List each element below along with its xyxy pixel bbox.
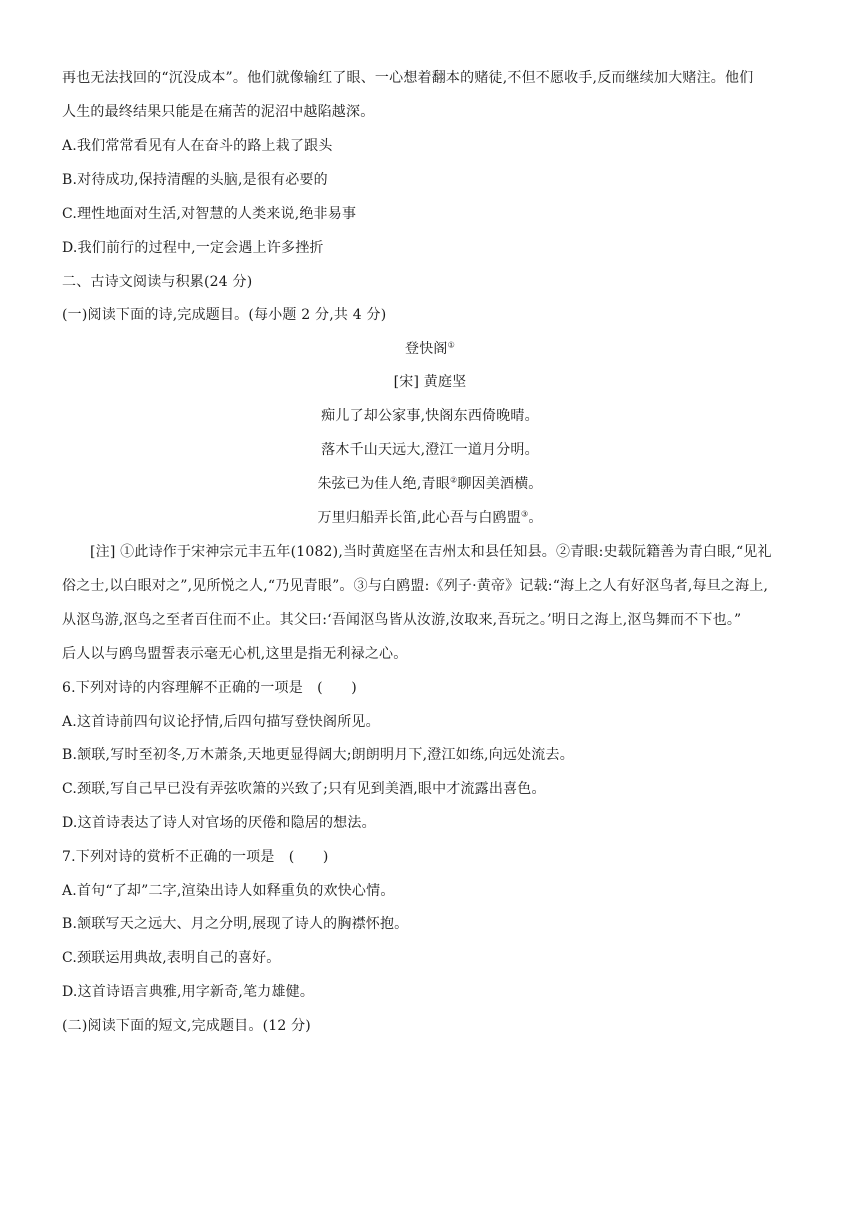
poem-line-2: 落木千山天远大,澄江一道月分明。 xyxy=(321,442,539,458)
notes-line-3: 从沤鸟游,沤鸟之至者百住而不止。其父曰:‘吾闻沤鸟皆从汝游,汝取来,吾玩之。’明日之海上,沤鸟舞而不下也。” xyxy=(62,612,742,628)
q6-option-a: A.这首诗前四句议论抒情,后四句描写登快阁所见。 xyxy=(62,714,380,730)
part-1-intro: (一)阅读下面的诗,完成题目。(每小题 2 分,共 4 分) xyxy=(62,307,387,323)
q6-option-c: C.颈联,写自己早已没有弄弦吹箫的兴致了;只有见到美酒,眼中才流露出喜色。 xyxy=(62,781,546,797)
q5-option-d: D.我们前行的过程中,一定会遇上许多挫折 xyxy=(62,240,324,256)
q7-option-d: D.这首诗语言典雅,用字新奇,笔力雄健。 xyxy=(62,984,315,1000)
poem-note-marker-2: ② xyxy=(449,475,458,485)
section-2-title: 二、古诗文阅读与积累(24 分) xyxy=(62,274,253,290)
poem-note-marker-3: ③ xyxy=(520,509,529,519)
poem-title: 登快阁① xyxy=(405,340,455,357)
q7-option-c: C.颈联运用典故,表明自己的喜好。 xyxy=(62,950,281,966)
passage-line-2: 人生的最终结果只能是在痛苦的泥沼中越陷越深。 xyxy=(62,104,375,120)
notes-line-1: [注] ①此诗作于宋神宗元丰五年(1082),当时黄庭坚在吉州太和县任知县。②青眼:史载阮籍善为青白眼,“见礼 xyxy=(90,544,772,560)
q6-option-b: B.颔联,写时至初冬,万木萧条,天地更显得阔大;朗朗明月下,澄江如练,向远处流去。 xyxy=(62,747,574,763)
q7-stem: 7.下列对诗的赏析不正确的一项是 ( ) xyxy=(62,849,329,865)
q6-stem: 6.下列对诗的内容理解不正确的一项是 ( ) xyxy=(62,680,357,696)
q7-option-a: A.首句“了却”二字,渲染出诗人如释重负的欢快心情。 xyxy=(62,883,395,899)
poem-line-4: 万里归船弄长笛,此心吾与白鸥盟③。 xyxy=(317,509,543,526)
q5-option-a: A.我们常常看见有人在奋斗的路上栽了跟头 xyxy=(62,138,333,154)
q5-option-c: C.理性地面对生活,对智慧的人类来说,绝非易事 xyxy=(62,206,357,222)
notes-line-4: 后人以与鸥鸟盟誓表示毫无心机,这里是指无利禄之心。 xyxy=(62,646,408,662)
poem-title-note: ① xyxy=(447,340,455,350)
part-2-intro: (二)阅读下面的短文,完成题目。(12 分) xyxy=(62,1018,311,1034)
notes-line-2: 俗之士,以白眼对之”,见所悦之人,“乃见青眼”。③与白鸥盟:《列子·黄帝》记载:“海上之人有好沤鸟者,每旦之海上, xyxy=(62,578,769,594)
poem-author: [宋] 黄庭坚 xyxy=(393,374,467,390)
q6-option-d: D.这首诗表达了诗人对官场的厌倦和隐居的想法。 xyxy=(62,815,376,831)
poem-line-1: 痴儿了却公家事,快阁东西倚晚晴。 xyxy=(321,408,539,424)
q5-option-b: B.对待成功,保持清醒的头脑,是很有必要的 xyxy=(62,172,328,188)
q7-option-b: B.颔联写天之远大、月之分明,展现了诗人的胸襟怀抱。 xyxy=(62,916,409,932)
poem-line-3: 朱弦已为佳人绝,青眼②聊因美酒横。 xyxy=(317,475,543,492)
passage-line-1: 再也无法找回的“沉没成本”。他们就像输红了眼、一心想着翻本的赌徒,不但不愿收手,反而继续加大赌注。他们 xyxy=(62,70,754,86)
